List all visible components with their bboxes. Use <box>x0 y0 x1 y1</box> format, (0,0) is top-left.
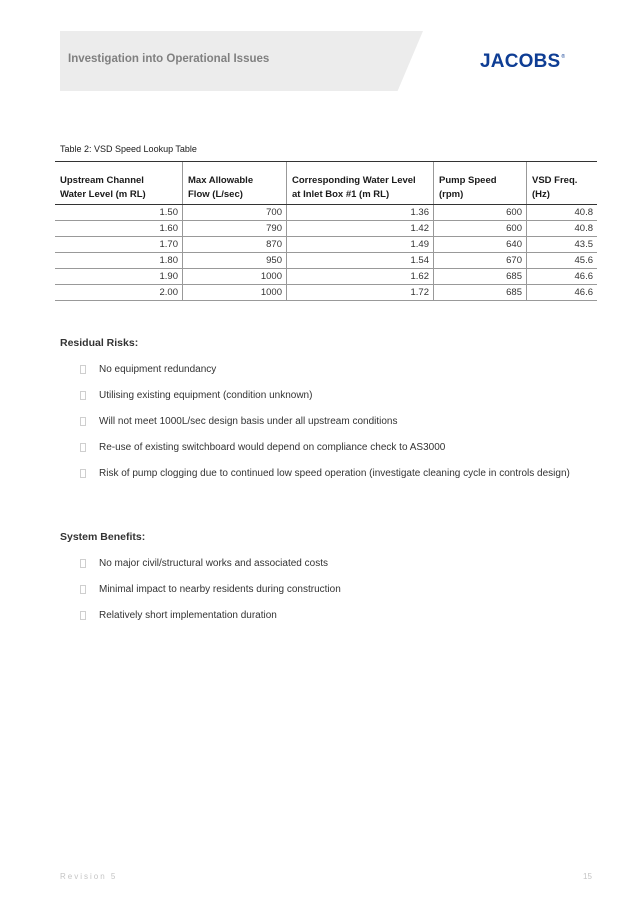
table-row: 1.70 870 1.49 640 43.5 <box>55 237 597 253</box>
jacobs-logo <box>480 51 565 73</box>
bullet-box-icon <box>80 417 86 426</box>
list-item: Utilising existing equipment (condition unknown) <box>80 389 580 402</box>
bullet-box-icon <box>80 365 86 374</box>
system-benefits-list <box>80 557 580 635</box>
table-caption: Table 2: VSD Speed Lookup Table <box>60 144 197 154</box>
residual-risks-list <box>80 363 580 493</box>
list-item: Relatively short implementation duration <box>80 609 580 622</box>
list-item: No equipment redundancy <box>80 363 580 376</box>
bullet-box-icon <box>80 559 86 568</box>
bullet-box-icon <box>80 391 86 400</box>
bullet-box-icon <box>80 585 86 594</box>
bullet-box-icon <box>80 469 86 478</box>
column-header: Pump Speed (rpm) <box>434 162 527 205</box>
list-item: Minimal impact to nearby residents during construction <box>80 583 580 596</box>
table-header-row <box>55 162 597 205</box>
header-title: Investigation into Operational Issues <box>68 53 270 65</box>
column-header: Upstream Channel Water Level (m RL) <box>55 162 183 205</box>
list-item: Re-use of existing switchboard would depend on compliance check to AS3000 <box>80 441 580 454</box>
system-benefits-heading: System Benefits: <box>60 531 146 543</box>
list-item: Will not meet 1000L/sec design basis under all upstream conditions <box>80 415 580 428</box>
logo-text: JACOBS <box>480 51 561 72</box>
table-row: 1.50 700 1.36 600 40.8 <box>55 205 597 221</box>
bullet-box-icon <box>80 611 86 620</box>
table-row: 1.90 1000 1.62 685 46.6 <box>55 269 597 285</box>
list-item: Risk of pump clogging due to continued low speed operation (investigate cleaning cycle in controls design) <box>80 467 580 480</box>
bullet-box-icon <box>80 443 86 452</box>
column-header: VSD Freq. (Hz) <box>527 162 598 205</box>
table-row: 2.00 1000 1.72 685 46.6 <box>55 285 597 301</box>
residual-risks-heading: Residual Risks: <box>60 337 139 349</box>
footer-page-number: 15 <box>583 872 592 881</box>
table-row: 1.80 950 1.54 670 45.6 <box>55 253 597 269</box>
column-header: Corresponding Water Level at Inlet Box #1 (m RL) <box>287 162 434 205</box>
table-row: 1.60 790 1.42 600 40.8 <box>55 221 597 237</box>
vsd-speed-lookup-table <box>55 161 597 301</box>
column-header: Max Allowable Flow (L/sec) <box>183 162 287 205</box>
registered-mark: ® <box>561 54 566 60</box>
list-item: No major civil/structural works and associated costs <box>80 557 580 570</box>
footer-revision: Revision 5 <box>60 872 118 881</box>
